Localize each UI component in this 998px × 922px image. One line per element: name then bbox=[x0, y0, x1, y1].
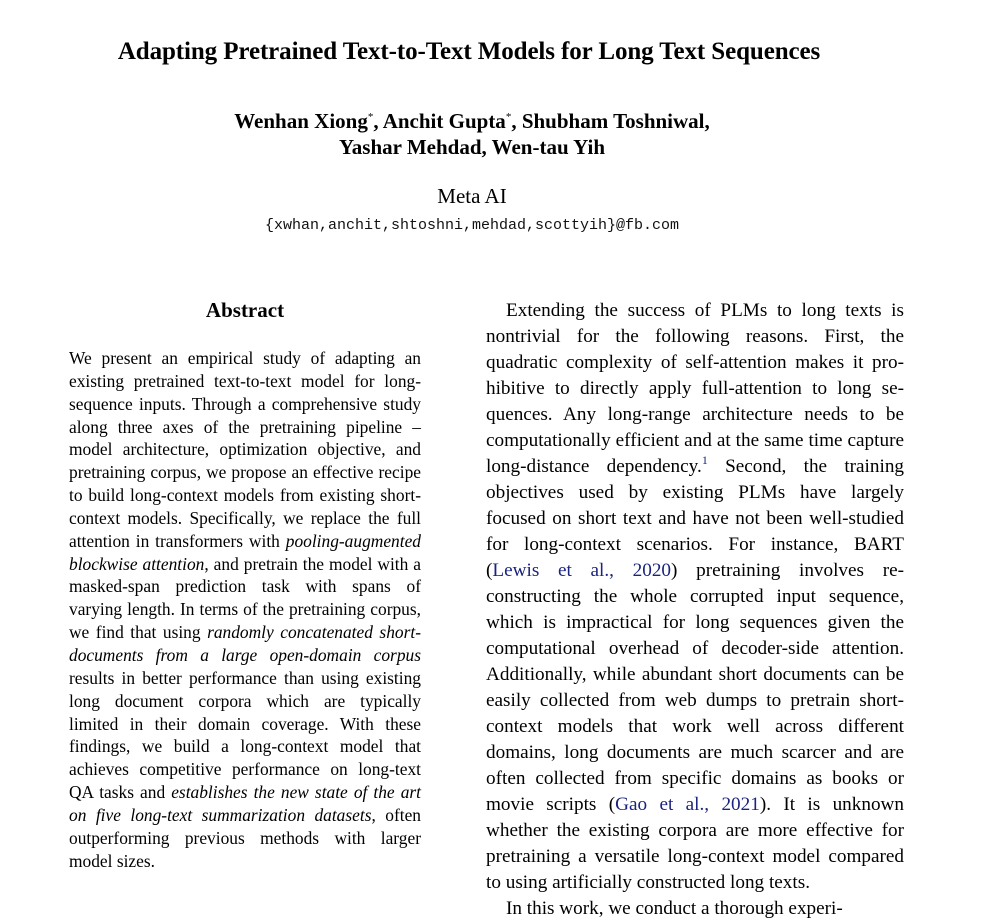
citation-link-gao-2021[interactable]: Gao et al., 2021 bbox=[615, 794, 760, 815]
paper-title: Adapting Pretrained Text-to-Text Models for Long Text Sequences bbox=[117, 38, 821, 65]
equal-contribution-mark: * bbox=[505, 111, 512, 123]
abstract-emphasis: establishes the new state of the art on five long-text summarization datasets bbox=[69, 782, 421, 825]
author-line-1 bbox=[0, 104, 944, 134]
body-paragraph: In this work, we conduct a thorough experi- bbox=[506, 898, 843, 919]
body-text: Extending the success of PLMs to long texts is nontrivial for the following reasons. First, the quadratic complexity of self-attention makes it prohibitive to directly apply full-attention to long sequences. Any long-range architecture needs to be computationally efficient and at the same time capture long-distance dependency. bbox=[486, 300, 904, 477]
author-emails: {xwhan,anchit,shtoshni,mehdad,scottyih}@fb.com bbox=[264, 217, 680, 234]
body-text: Second, the training objectives used by existing PLMs have largely focused on short text and have not been well-studied for long-context scenarios. For instance, BART ( bbox=[486, 456, 905, 581]
abstract-segment: results in better performance than using existing long document corpora which are typically limited in their domain coverage. With these findings, we build a long-context model that achieves competitive performance on long-text QA tasks and bbox=[69, 667, 421, 803]
author-line-2: Yashar Mehdad, Wen-tau Yih bbox=[338, 135, 606, 159]
abstract-text bbox=[69, 347, 421, 872]
affiliation: Meta AI bbox=[437, 184, 507, 208]
author-name: , Shubham Toshniwal, bbox=[511, 109, 710, 133]
abstract-segment: , often outperforming previous methods with larger model sizes. bbox=[69, 804, 421, 871]
abstract-segment: We present an empirical study of adapting an existing pretrained text-to-text model for long-sequence inputs. Through a comprehensive study along three axes of the pretraining pipeline – model architecture, optimization objective, and pretraining corpus, we propose an effective recipe to build long-context models from existing short-context models. Specifically, we replace the full attention in transformers with bbox=[69, 348, 421, 551]
abstract-emphasis: pooling-augmented blockwise attention bbox=[69, 530, 421, 574]
introduction-column bbox=[486, 298, 904, 922]
equal-contribution-mark: * bbox=[367, 111, 374, 123]
abstract-segment: , and pretrain the model with a masked-span prediction task with spans of varying length. In terms of the pretraining corpus, we find that using bbox=[69, 553, 421, 643]
abstract-heading: Abstract bbox=[205, 298, 285, 322]
citation-link-lewis-2020[interactable]: Lewis et al., 2020 bbox=[492, 560, 672, 581]
body-text: ). It is unknown whether the existing corpora are more effective for pretraining a versatile long-context model compared to using artificially constructed long texts. bbox=[486, 794, 904, 893]
body-paragraph bbox=[486, 298, 904, 896]
author-list bbox=[0, 104, 944, 160]
author-name: Wenhan Xiong bbox=[234, 109, 368, 133]
body-text: ) pretraining involves reconstructing the whole corrupted input sequence, which is impractical for long sequences given the computational overhead of decoder-side attention. Additionally, while abundant short documents can be easily collected from web dumps to pretrain short-context models that work well across different domains, long documents are much scarcer and are often collected from specific domains as books or movie scripts ( bbox=[486, 560, 904, 815]
abstract-emphasis: randomly concatenated short-documents from a large open-domain corpus bbox=[69, 622, 421, 665]
author-name: , Anchit Gupta bbox=[373, 109, 506, 133]
footnote-link[interactable]: 1 bbox=[701, 453, 708, 467]
